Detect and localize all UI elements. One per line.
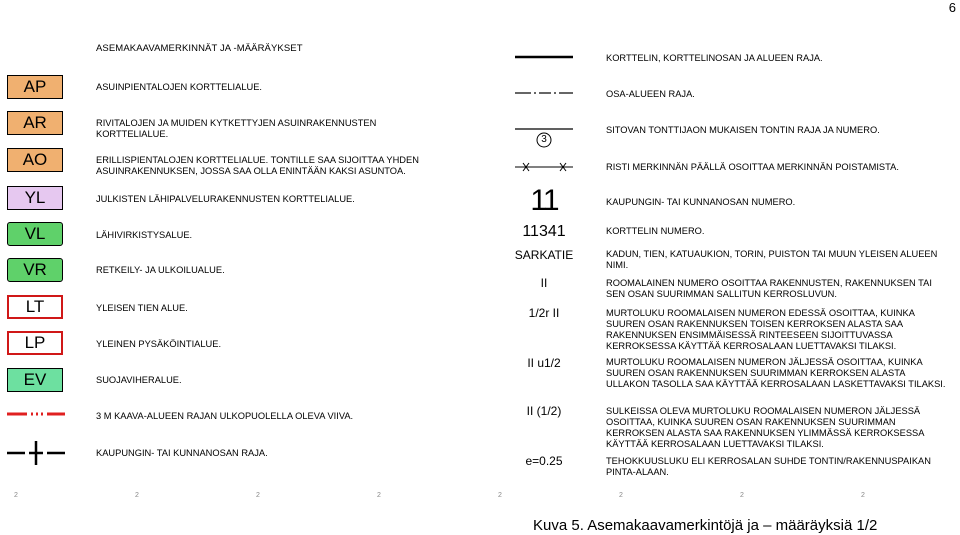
symbol-ao: AO xyxy=(7,148,63,172)
efficiency-symbol: e=0.25 xyxy=(525,454,563,468)
legend-text-ap: ASUINPIENTALOJEN KORTTELIALUE. xyxy=(96,82,263,92)
figure-caption: Kuva 5. Asemakaavamerkintöjä ja – määräyksiä 1/2 xyxy=(533,517,878,534)
legend-text-block-boundary: KORTTELIN, KORTTELINOSAN JA ALUEEN RAJA. xyxy=(606,53,823,63)
sub-area-boundary-symbol xyxy=(515,88,575,98)
block-boundary-line-symbol xyxy=(515,52,575,62)
symbol-ar: AR xyxy=(7,111,63,135)
legend-text-lp: YLEINEN PYSÄKÖINTIALUE. xyxy=(96,339,222,349)
tick-mark: 2 xyxy=(135,492,139,499)
symbol-vl: VL xyxy=(7,222,63,246)
tick-mark: 2 xyxy=(14,492,18,499)
legend-text-fraction-attic: MURTOLUKU ROOMALAISEN NUMERON JÄLJESSÄ OSOITTAA, KUINKA SUUREN OSAN RAKENNUKSEN SUURIMMAN KERROKSEN ALASTA ULLAKON TASOLLA SAA KÄYTTÄÄ KERROSALAAN LASKETTAVAKSI TILAKSI. xyxy=(606,357,946,389)
legend-text-ar: RIVITALOJEN JA MUIDEN KYTKETTYJEN ASUINRAKENNUSTEN KORTTELIALUE. xyxy=(96,118,377,139)
cross-removal-symbol xyxy=(515,160,575,174)
legend-text-fraction-before: MURTOLUKU ROOMALAISEN NUMERON EDESSÄ OSOITTAA, KUINKA SUUREN OSAN RAKENNUKSEN TOISEN KERROKSEN ALASTA SAA RAKENNUKSEN ENSIMMÄISESSÄ RINTEESEEN SIJOITTUVASSA KERROKSESSA KÄYTTÄÄ KERROSALAAN LUETTAVAKSI TILAKSI. xyxy=(606,308,915,351)
fraction-before-symbol: 1/2r II xyxy=(528,306,560,320)
legend-text-plot-boundary: SITOVAN TONTTIJAON MUKAISEN TONTIN RAJA JA NUMERO. xyxy=(606,125,880,135)
legend-text-vl: LÄHIVIRKISTYSALUE. xyxy=(96,230,193,240)
tick-mark: 2 xyxy=(619,492,623,499)
legend-text-ev: SUOJAVIHERALUE. xyxy=(96,375,182,385)
legend-text-plan-border: 3 M KAAVA-ALUEEN RAJAN ULKOPUOLELLA OLEVA VIIVA. xyxy=(96,411,354,421)
legend-text-vr: RETKEILY- JA ULKOILUALUE. xyxy=(96,265,225,275)
tick-mark: 2 xyxy=(740,492,744,499)
tick-mark: 2 xyxy=(256,492,260,499)
legend-text-sub-area: OSA-ALUEEN RAJA. xyxy=(606,89,695,99)
symbol-vr: VR xyxy=(7,258,63,282)
fraction-parentheses-symbol: II (1/2) xyxy=(526,404,562,418)
district-boundary-symbol xyxy=(7,440,65,466)
tick-mark: 2 xyxy=(377,492,381,499)
tick-mark: 2 xyxy=(498,492,502,499)
district-number-symbol: 11 xyxy=(530,184,558,217)
page-number: 6 xyxy=(948,0,956,15)
fraction-attic-symbol: II u1/2 xyxy=(527,356,561,370)
legend-text-lt: YLEISEN TIEN ALUE. xyxy=(96,303,188,313)
legend-text-ao: ERILLISPIENTALOJEN KORTTELIALUE. TONTILLE SAA SIJOITTAA YHDEN ASUINRAKENNUKSEN, JOSSA SAA OLLA ENINTÄÄN KAKSI ASUNTOA. xyxy=(96,155,419,176)
street-name-symbol: SARKATIE xyxy=(514,248,574,262)
legend-text-block-number: KORTTELIN NUMERO. xyxy=(606,226,705,236)
roman-numeral-symbol: II xyxy=(540,276,548,290)
tick-mark: 2 xyxy=(861,492,865,499)
legend-text-fraction-parentheses: SULKEISSA OLEVA MURTOLUKU ROOMALAISEN NUMERON JÄLJESSÄ OSOITTAA, KUINKA SUUREN OSAN RAKENNUKSEN SUURIMMAN KERROKSEN ALASTA SAA RAKENNUKSEN YLIMMÄSSÄ KERROKSESSA KÄYTTÄÄ KERROSALAAN LUETTAVAKSI TILAKSI. xyxy=(606,406,924,449)
plot-number-label: 3 xyxy=(541,134,547,145)
symbol-ap: AP xyxy=(7,75,63,99)
legend-text-efficiency: TEHOKKUUSLUKU ELI KERROSALAN SUHDE TONTIN/RAKENNUSPAIKAN PINTA-ALAAN. xyxy=(606,456,931,477)
block-number-symbol: 11341 xyxy=(522,223,566,240)
legend-text-roman-numeral: ROOMALAINEN NUMERO OSOITTAA RAKENNUSTEN, RAKENNUKSEN TAI SEN OSAN SUURIMMAN SALLITUN KERROSLUVUN. xyxy=(606,278,932,299)
symbol-yl: YL xyxy=(7,186,63,210)
legend-text-cross: RISTI MERKINNÄN PÄÄLLÄ OSOITTAA MERKINNÄN POISTAMISTA. xyxy=(606,162,899,172)
symbol-ev: EV xyxy=(7,368,63,392)
symbol-lp: LP xyxy=(7,331,63,355)
legend-text-street-name: KADUN, TIEN, KATUAUKION, TORIN, PUISTON TAI MUUN YLEISEN ALUEEN NIMI. xyxy=(606,249,938,270)
plan-area-border-line-symbol xyxy=(7,407,65,421)
symbol-lt: LT xyxy=(7,295,63,319)
legend-text-district-boundary: KAUPUNGIN- TAI KUNNANOSAN RAJA. xyxy=(96,448,268,458)
legend-text-yl: JULKISTEN LÄHIPALVELURAKENNUSTEN KORTTELIALUE. xyxy=(96,194,355,204)
legend-text-district-number: KAUPUNGIN- TAI KUNNANOSAN NUMERO. xyxy=(606,197,796,207)
legend-heading: ASEMAKAAVAMERKINNÄT JA -MÄÄRÄYKSET xyxy=(96,43,303,54)
